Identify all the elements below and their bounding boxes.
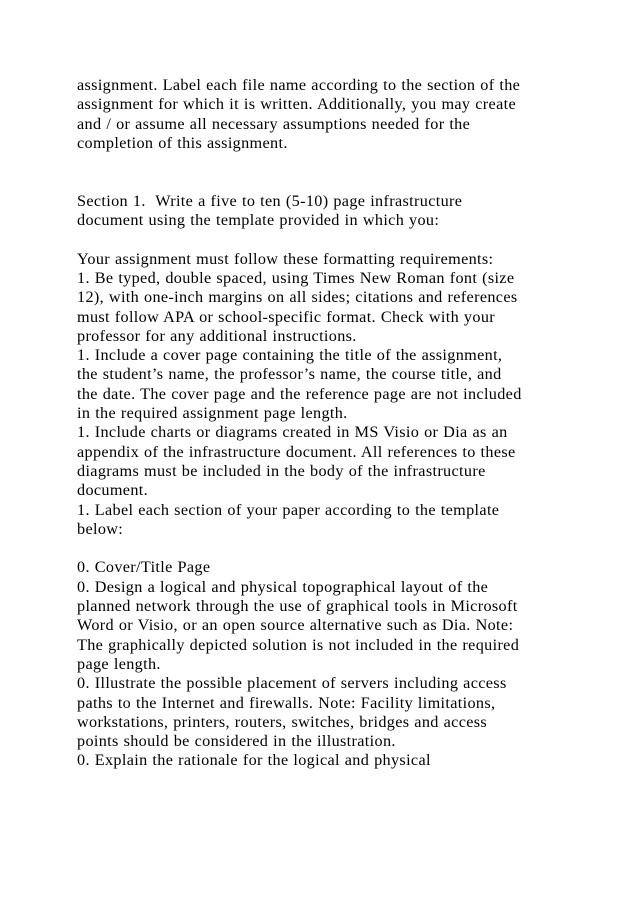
text-line: diagrams must be included in the body of the infrastructure	[77, 461, 486, 480]
list-item-line: 1. Include charts or diagrams created in MS Visio or Dia as an	[77, 423, 508, 442]
blank-line	[77, 230, 577, 249]
text-line: appendix of the infrastructure document. All references to these	[77, 442, 516, 461]
text-line: must follow APA or school-specific format. Check with your	[77, 307, 495, 326]
text-line: 12), with one-inch margins on all sides; citations and references	[77, 288, 518, 307]
text-line: below:	[77, 519, 124, 538]
text-line: page length.	[77, 654, 161, 673]
text-line: Word or Visio, or an open source alternative such as Dia. Note:	[77, 616, 514, 635]
text-line: document using the template provided in which you:	[77, 211, 440, 230]
text-line: and / or assume all necessary assumptions needed for the	[77, 114, 471, 133]
list-item-line: 0. Illustrate the possible placement of servers including access	[77, 674, 507, 693]
text-line: paths to the Internet and firewalls. Note: Facility limitations,	[77, 693, 496, 712]
text-line: professor for any additional instructions.	[77, 326, 357, 345]
text-line: assignment. Label each file name according to the section of the	[77, 76, 521, 94]
list-item-line: 1. Include a cover page containing the title of the assignment,	[77, 346, 503, 365]
text-line: the date. The cover page and the reference page are not included	[77, 384, 522, 403]
list-item-line: 1. Be typed, double spaced, using Times New Roman font (size	[77, 268, 515, 287]
text-line: the student’s name, the professor’s name, the course title, and	[77, 365, 502, 384]
text-line: completion of this assignment.	[77, 133, 288, 152]
text-line: assignment for which it is written. Additionally, you may create	[77, 95, 516, 114]
document-body	[77, 76, 577, 771]
text-line: Your assignment must follow these formatting requirements:	[77, 249, 494, 268]
text-line: The graphically depicted solution is not included in the required	[77, 635, 520, 654]
blank-line	[77, 153, 577, 172]
text-line: workstations, printers, routers, switches, bridges and access	[77, 712, 488, 731]
text-line: in the required assignment page length.	[77, 404, 348, 423]
text-line: planned network through the use of graphical tools in Microsoft	[77, 597, 518, 616]
blank-line	[77, 539, 577, 558]
text-line: points should be considered in the illustration.	[77, 732, 396, 751]
list-item-line: 0. Design a logical and physical topographical layout of the	[77, 577, 489, 596]
blank-line	[77, 172, 577, 191]
list-item-line: 0. Cover/Title Page	[77, 558, 211, 577]
section-heading-line: Section 1. Write a five to ten (5-10) page infrastructure	[77, 191, 463, 210]
text-line: document.	[77, 481, 149, 500]
list-item-line: 0. Explain the rationale for the logical and physical	[77, 751, 431, 770]
list-item-line: 1. Label each section of your paper according to the template	[77, 500, 500, 519]
